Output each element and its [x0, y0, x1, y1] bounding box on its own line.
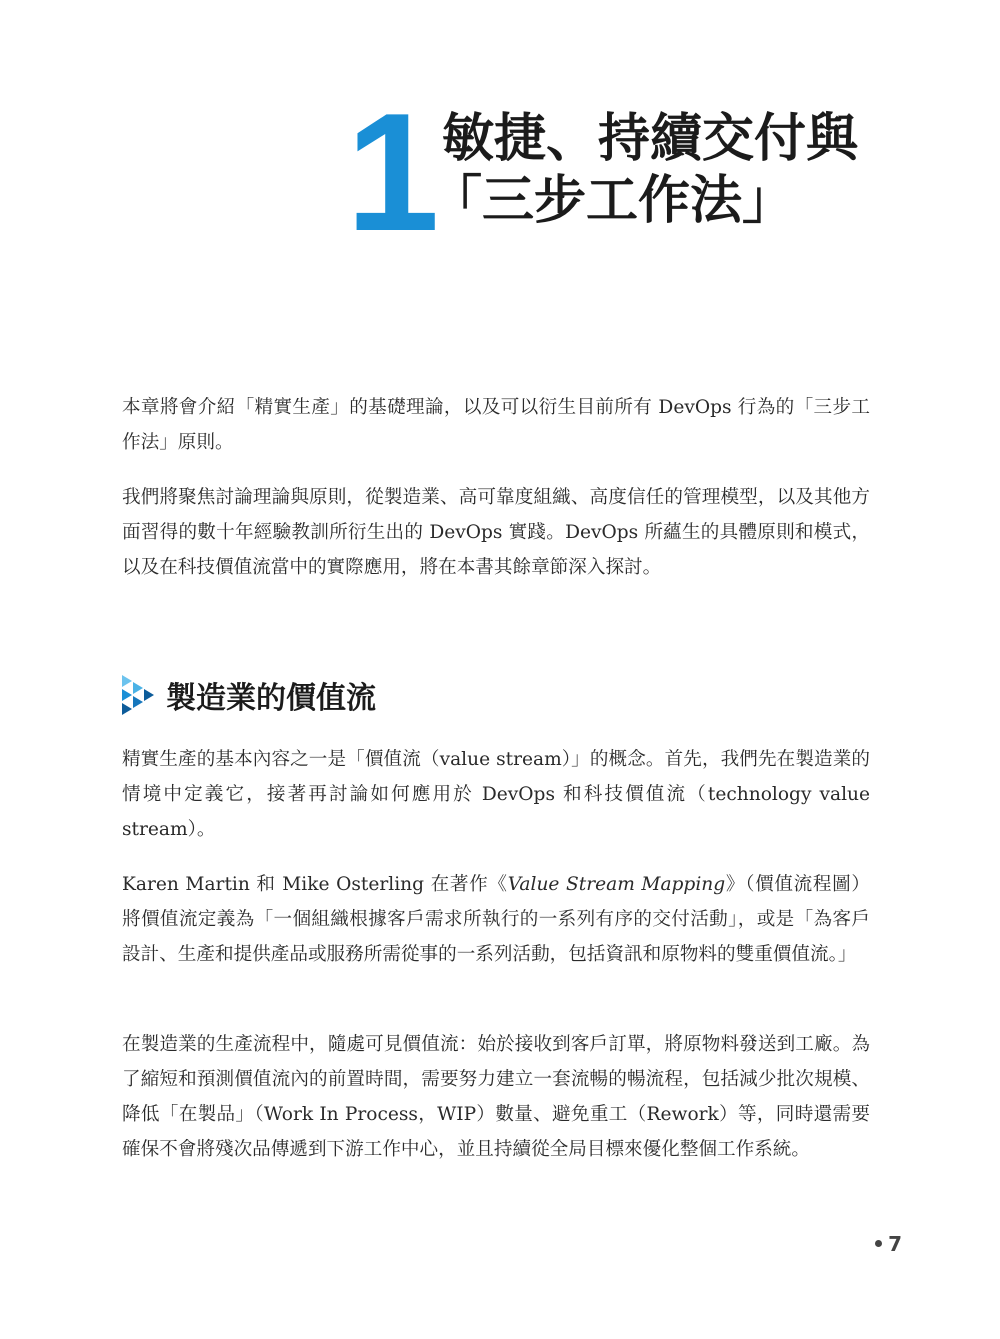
chapter-title-line2: 「三步工作法」	[430, 170, 795, 231]
page-number-value: 7	[888, 1232, 902, 1256]
section-heading	[122, 670, 376, 720]
intro-paragraph-2: 我們將聚焦討論理論與原則，從製造業、高可靠度組織、高度信任的管理模型，以及其他方面習得的數十年經驗教訓所衍生出的 DevOps 實踐。DevOps 所蘊生的具體原則和模式，以及在科技價值流當中的實際應用，將在本書其餘章節深入探討。	[122, 487, 870, 578]
page-number	[875, 1232, 902, 1256]
intro-paragraph-1: 本章將會介紹「精實生產」的基礎理論，以及可以衍生目前所有 DevOps 行為的「三步工作法」原則。	[122, 397, 870, 453]
section-paragraph-2	[122, 867, 870, 972]
paragraph-text: Karen Martin 和 Mike Osterling 在著作《	[122, 874, 508, 895]
triangle-cluster-icon	[122, 675, 154, 715]
chapter-number: 1	[346, 78, 436, 266]
chapter-title	[430, 108, 880, 232]
paragraph-text: 》（價值流程圖）將價值流定義為「一個組織根據客戶需求所執行的一系列有序的交付活動」，或是「為客戶設計、生產和提供產品或服務所需從事的一系列活動，包括資訊和原物料的雙重價值流。」	[122, 874, 871, 965]
book-title: Value Stream Mapping	[507, 874, 726, 895]
section-paragraph-1: 精實生產的基本內容之一是「價值流（value stream）」的概念。首先，我們先在製造業的情境中定義它，接著再討論如何應用於 DevOps 和科技價值流（technology value stream）。	[122, 749, 870, 840]
bullet-dot-icon	[875, 1240, 882, 1247]
chapter-title-line1: 敏捷、持續交付與	[442, 108, 859, 169]
section-paragraph-3: 在製造業的生產流程中，隨處可見價值流：始於接收到客戶訂單，將原物料發送到工廠。為了縮短和預測價值流內的前置時間，需要努力建立一套流暢的暢流程，包括減少批次規模、降低「在製品」（Work In Process，WIP）數量、避免重工（Rework）等，同時還需要確保不會將殘次品傳遞到下游工作中心，並且持續從全局目標來優化整個工作系統。	[122, 1034, 870, 1160]
section-heading-text: 製造業的價值流	[166, 681, 376, 716]
